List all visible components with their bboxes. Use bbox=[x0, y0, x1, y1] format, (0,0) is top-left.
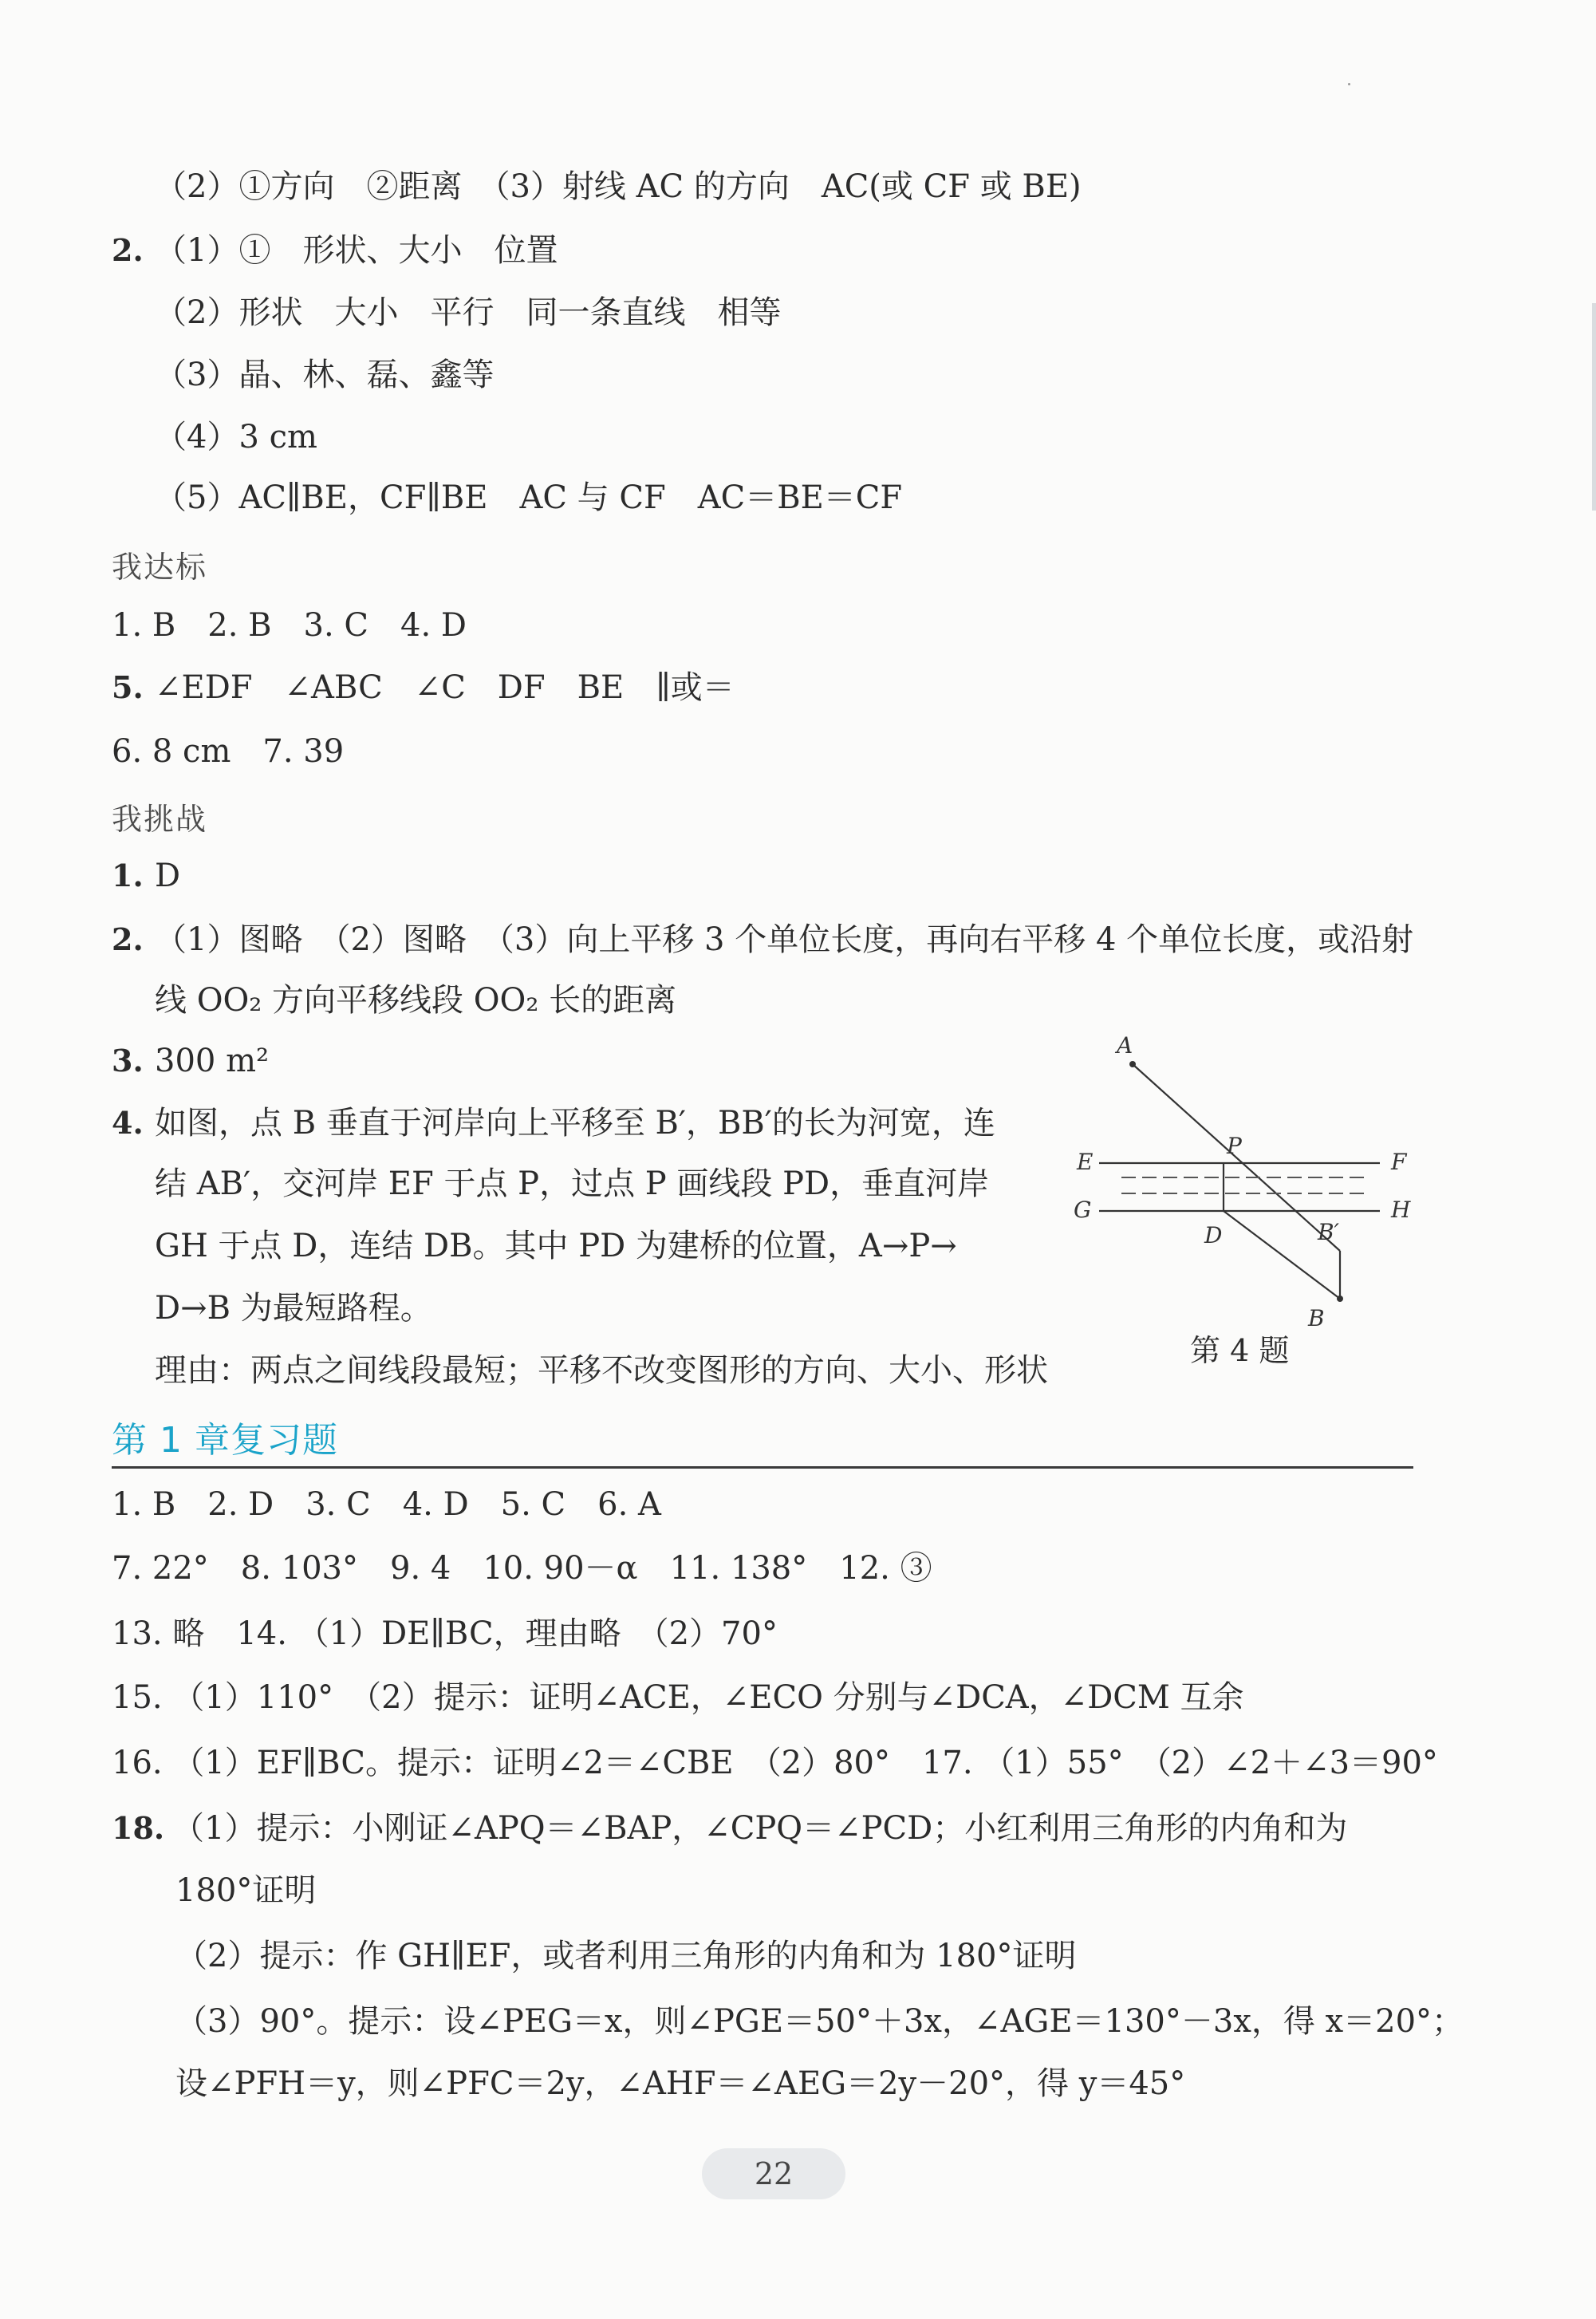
answer-line: （2）提示：作 GH∥EF，或者利用三角形的内角和为 180°证明 bbox=[175, 1938, 1077, 1974]
item-number: 1. bbox=[112, 858, 144, 893]
answer-line: 7. 22° 8. 103° 9. 4 10. 90－α 11. 138° 12. ③ bbox=[112, 1550, 932, 1587]
answer-line: 1. B 2. D 3. C 4. D 5. C 6. A bbox=[112, 1486, 661, 1523]
answer-line: （3）晶、林、磊、鑫等 bbox=[155, 357, 495, 393]
answer-line: 结 AB′，交河岸 EF 于点 P，过点 P 画线段 PD，垂直河岸 bbox=[155, 1165, 990, 1202]
answer-line: GH 于点 D，连结 DB。其中 PD 为建桥的位置，A→P→ bbox=[155, 1228, 957, 1264]
label-h: H bbox=[1391, 1197, 1411, 1223]
item-number: 18. bbox=[112, 1810, 165, 1846]
figure-caption: 第 4 题 bbox=[1190, 1333, 1290, 1368]
answer-line: （4）3 cm bbox=[155, 419, 317, 456]
answer-line: 6. 8 cm 7. 39 bbox=[112, 733, 345, 770]
point-a bbox=[1129, 1061, 1136, 1067]
label-b: B bbox=[1308, 1305, 1325, 1331]
section-heading-reach-standard: 我达标 bbox=[112, 550, 208, 585]
answer-line: （2）①方向 ②距离 （3）射线 AC 的方向 AC(或 CF 或 BE) bbox=[155, 168, 1082, 205]
answer-text: D bbox=[155, 858, 181, 894]
answer-text: （1）图略 （2）图略 （3）向上平移 3 个单位长度，再向右平移 4 个单位长度，或沿射 bbox=[155, 921, 1414, 958]
point-b bbox=[1337, 1296, 1343, 1302]
answer-text: （1）提示：小刚证∠APQ＝∠BAP，∠CPQ＝∠PCD；小红利用三角形的内角和为 bbox=[172, 1810, 1348, 1847]
label-d: D bbox=[1204, 1222, 1223, 1248]
label-b-prime: B′ bbox=[1318, 1219, 1339, 1245]
answer-text: （1）① 形状、大小 位置 bbox=[155, 232, 558, 269]
answer-text: ∠EDF ∠ABC ∠C DF BE ∥或＝ bbox=[155, 669, 735, 706]
answer-line: 180°证明 bbox=[175, 1872, 317, 1909]
section-heading-challenge: 我挑战 bbox=[112, 802, 208, 837]
label-p: P bbox=[1227, 1133, 1242, 1159]
scan-dot bbox=[1348, 83, 1350, 85]
label-a: A bbox=[1117, 1032, 1133, 1059]
answer-line: （3）90°。提示：设∠PEG＝x，则∠PGE＝50°＋3x，∠AGE＝130°－3x，得 x＝20°； bbox=[175, 2003, 1464, 2040]
item-number: 5. bbox=[112, 669, 144, 705]
label-f: F bbox=[1391, 1149, 1407, 1175]
chapter-title: 第 1 章复习题 bbox=[112, 1420, 338, 1461]
answer-line: 设∠PFH＝y，则∠PFC＝2y，∠AHF＝∠AEG＝2y－20°，得 y＝45° bbox=[175, 2065, 1186, 2102]
answer-text: 如图，点 B 垂直于河岸向上平移至 B′，BB′的长为河宽，连 bbox=[155, 1105, 995, 1142]
answer-line: 13. 略 14. （1）DE∥BC，理由略 （2）70° bbox=[112, 1615, 778, 1652]
label-g: G bbox=[1074, 1197, 1092, 1223]
chapter-heading bbox=[112, 1418, 1413, 1469]
answer-line: （2）形状 大小 平行 同一条直线 相等 bbox=[155, 294, 782, 331]
answer-line: 15. （1）110° （2）提示：证明∠ACE，∠ECO 分别与∠DCA，∠DCM 互余 bbox=[112, 1679, 1244, 1716]
answer-line: （5）AC∥BE，CF∥BE AC 与 CF AC＝BE＝CF bbox=[155, 479, 903, 516]
answer-line: 理由：两点之间线段最短；平移不改变图形的方向、大小、形状 bbox=[155, 1352, 1048, 1389]
label-e: E bbox=[1077, 1149, 1094, 1175]
item-number: 2. bbox=[112, 232, 144, 268]
answer-line: D→B 为最短路程。 bbox=[155, 1290, 432, 1327]
page-number: 22 bbox=[702, 2148, 845, 2199]
river-hatching bbox=[1121, 1177, 1364, 1193]
answer-line: 线 OO₂ 方向平移线段 OO₂ 长的距离 bbox=[155, 982, 677, 1019]
item-number: 3. bbox=[112, 1043, 144, 1079]
page-edge-shadow bbox=[1592, 303, 1596, 511]
answer-text: 300 m² bbox=[155, 1043, 270, 1079]
item-number: 4. bbox=[112, 1105, 144, 1141]
item-number: 2. bbox=[112, 921, 144, 957]
answer-line: 1. B 2. B 3. C 4. D bbox=[112, 607, 467, 644]
answer-line: 16. （1）EF∥BC。提示：证明∠2＝∠CBE （2）80° 17. （1）55° （2）∠2＋∠3＝90° bbox=[112, 1745, 1438, 1781]
